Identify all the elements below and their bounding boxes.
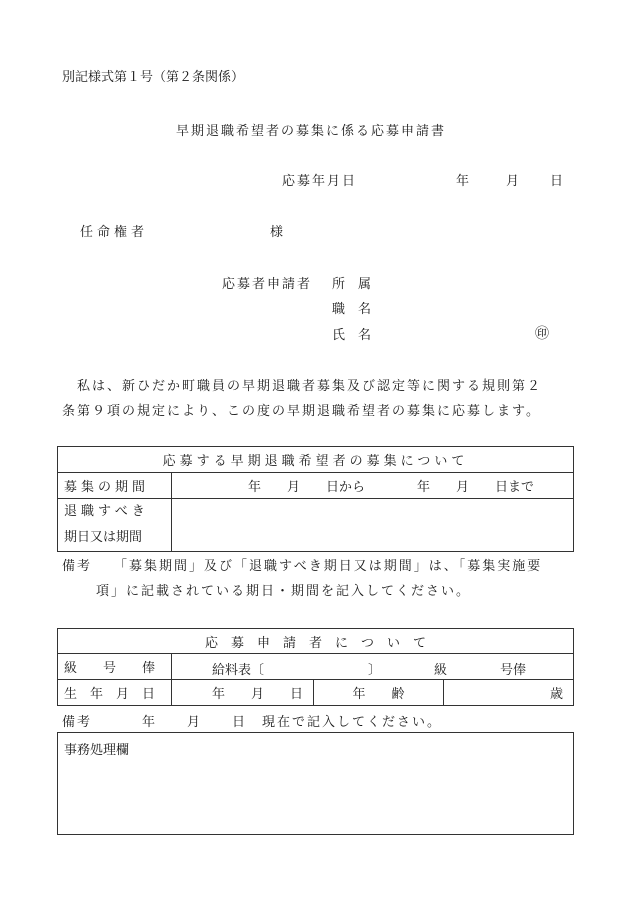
period-label: 募集の期間 xyxy=(58,473,172,499)
note2-text: 年 月 日 現在で記入してください。 xyxy=(142,715,443,730)
addressee-suffix: 様 xyxy=(270,225,284,240)
date-day: 日 xyxy=(550,174,564,189)
age-label: 年 齢 xyxy=(314,680,444,706)
page-title: 早期退職希望者の募集に係る応募申請書 xyxy=(176,124,447,139)
salary-table-label: 給料表〔 xyxy=(212,663,265,678)
office-processing-label: 事務処理欄 xyxy=(64,743,130,758)
applicant-label: 応募者申請者 xyxy=(222,277,313,292)
grade-value[interactable] xyxy=(172,654,574,680)
form-number: 別記様式第１号（第２条関係） xyxy=(62,70,245,85)
age-unit: 歳 xyxy=(550,687,564,702)
period-to: 年 月 日まで xyxy=(417,480,535,495)
retire-label-2: 期日又は期間 xyxy=(64,530,143,545)
age-value[interactable] xyxy=(444,680,574,706)
period-from: 年 月 日から xyxy=(248,480,366,495)
period-value[interactable] xyxy=(172,473,574,499)
applicant-table xyxy=(57,628,574,706)
grade-unit: 級 xyxy=(434,663,448,678)
note1-line-2: 項」に記載されている期日・期間を記入してください。 xyxy=(96,584,472,599)
birth-label: 生 年 月 日 xyxy=(58,680,172,706)
retire-label-1: 退職すべき xyxy=(64,504,149,519)
office-processing-box[interactable] xyxy=(57,732,574,835)
recruitment-table-header: 応募する早期退職希望者の募集について xyxy=(58,447,574,473)
note2-label: 備考 xyxy=(62,715,93,730)
position-label: 職 名 xyxy=(332,302,372,317)
recruitment-table xyxy=(57,446,574,552)
affiliation-label: 所 属 xyxy=(332,277,372,292)
note1-label: 備考 xyxy=(62,559,93,574)
birth-value[interactable] xyxy=(172,680,314,706)
note1-line-1: 「募集期間」及び「退職すべき期日又は期間」は、「募集実施要 xyxy=(114,559,543,574)
salary-table-close: 〕 xyxy=(368,663,382,678)
date-month: 月 xyxy=(506,174,520,189)
applicant-table-header: 応 募 申 請 者 に つ い て xyxy=(58,629,574,654)
step-unit: 号俸 xyxy=(500,663,527,678)
date-label: 応募年月日 xyxy=(282,174,358,189)
body-line-1: 私は、新ひだか町職員の早期退職者募集及び認定等に関する規則第２ xyxy=(62,379,543,394)
retire-value[interactable] xyxy=(172,499,574,552)
grade-label: 級 号 俸 xyxy=(58,654,172,680)
date-year: 年 xyxy=(456,174,470,189)
addressee-label: 任命権者 xyxy=(80,225,149,240)
body-line-2: 条第９項の規定により、この度の早期退職希望者の募集に応募します。 xyxy=(62,404,541,419)
name-label: 氏 名 xyxy=(332,328,372,343)
seal-mark: ㊞ xyxy=(535,326,549,342)
birth-date-units: 年 月 日 xyxy=(211,687,303,702)
